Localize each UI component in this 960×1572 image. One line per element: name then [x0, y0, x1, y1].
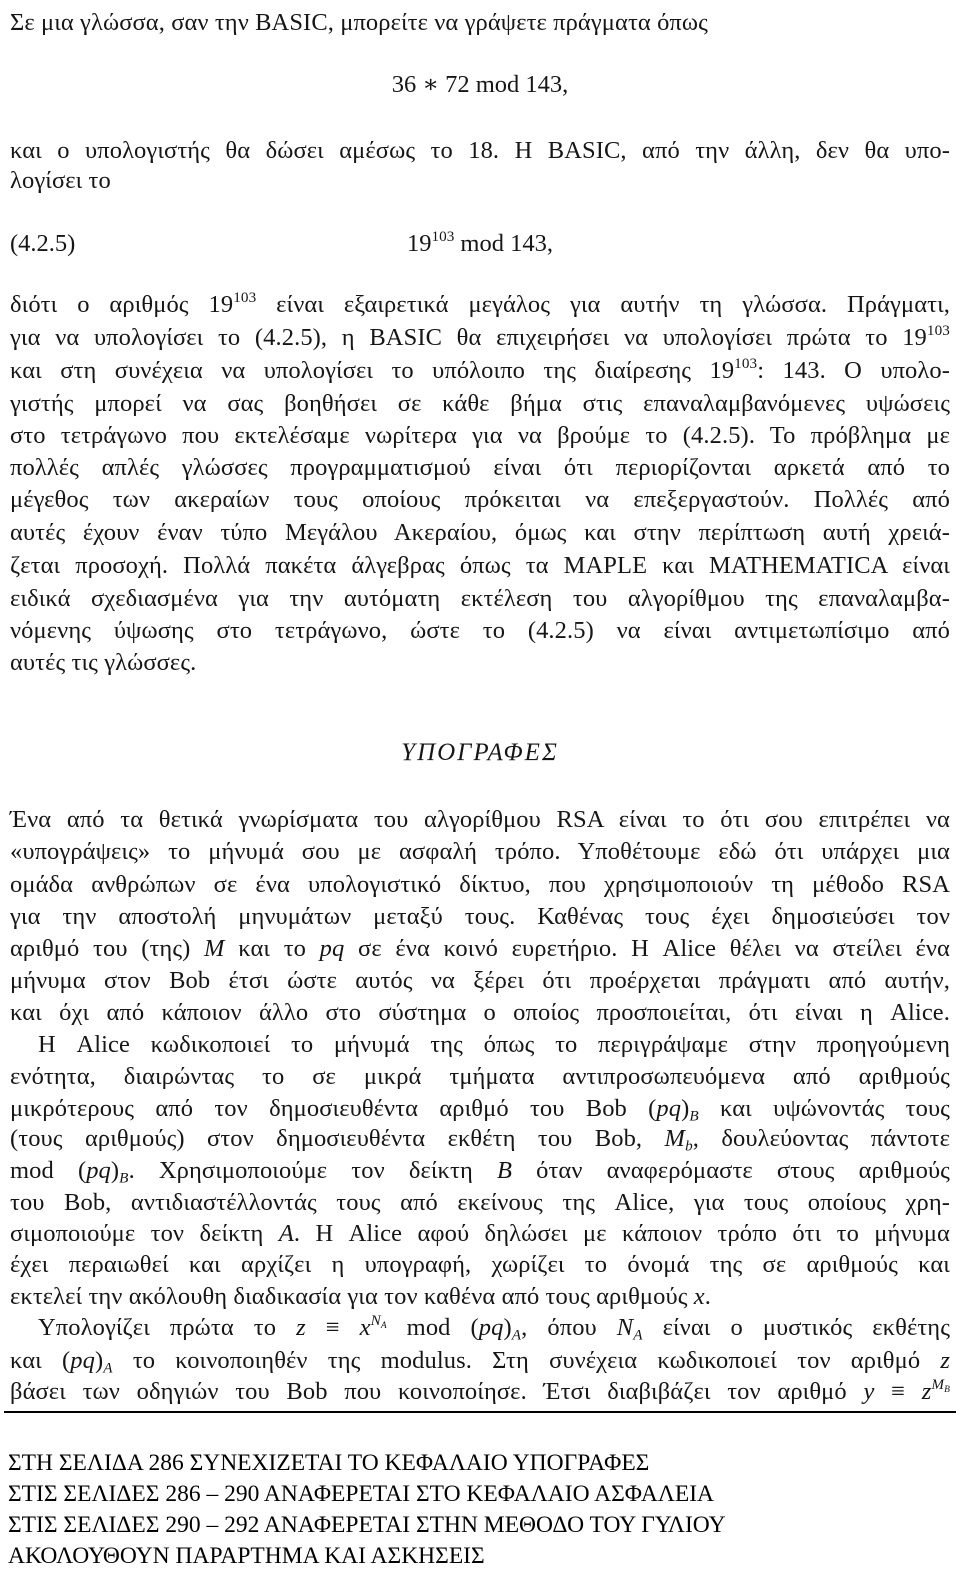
text-line: Ένα από τα θετικά γνωρίσματα του αλγορίθμου RSA είναι το ότι σου επιτρέπει να	[10, 806, 950, 833]
text-line: γιστής μπορεί να σας βοηθήσει σε κάθε βήμα στις επαναλαμβανόμενες υψώσεις	[10, 390, 950, 417]
text-line: αυτές έχουν έναν τύπο Μεγάλου Ακεραίου, όμως και στην περίπτωση αυτή χρειά-	[10, 519, 950, 546]
divider-line	[4, 1411, 956, 1413]
footer-note: ΣΤΗ ΣΕΛΙΔΑ 286 ΣΥΝΕΧΙΖΕΤΑΙ ΤΟ ΚΕΦΑΛΑΙΟ ΥΠΟΓΡΑΦΕΣ	[8, 1450, 650, 1476]
footer-note: ΑΚΟΛΟΥΘΟΥΝ ΠΑΡΑΡΤΗΜΑ ΚΑΙ ΑΣΚΗΣΕΙΣ	[8, 1543, 485, 1569]
text-line: διότι ο αριθμός $19^{103}$ είναι εξαιρετικά μεγάλος για αυτήν τη γλώσσα. Πράγματι,	[10, 289, 950, 318]
intro-line: Σε μια γλώσσα, σαν την BASIC, μπορείτε να γράψετε πράγματα όπως	[10, 9, 708, 36]
text-line: «υπογράψεις» το μήνυμά σου με ασφαλή τρόπο. Υποθέτουμε εδώ ότι υπάρχει μια	[10, 838, 950, 865]
text-line: ζεται προσοχή. Πολλά πακέτα άλγεβρας όπως τα MAPLE και MATHEMATICA είναι	[10, 552, 950, 579]
text-line: και όχι από κάποιον άλλο στο σύστημα ο οποίος προσποιείται, ότι είναι η Alice.	[10, 999, 950, 1026]
text-line: έχει περαιωθεί και αρχίζει η υπογραφή, χωρίζει το όνομά της σε αριθμούς και	[10, 1251, 950, 1278]
footer-note: ΣΤΙΣ ΣΕΛΙΔΕΣ 290 – 292 ΑΝΑΦΕΡΕΤΑΙ ΣΤΗΝ ΜΕΘΟΔΟ ΤΟΥ ΓΥΛΙΟΥ	[8, 1512, 726, 1538]
text-line: ενότητα, διαιρώντας το σε μικρά τμήματα αντιπροσωπευόμενα από αριθμούς	[10, 1063, 950, 1090]
text-line: και στη συνέχεια να υπολογίσει το υπόλοιπο της διαίρεσης $19^{103}$: 143. Ο υπολο-	[10, 355, 950, 384]
display-equation-1: 36 ∗ 72 mod 143,	[391, 71, 569, 98]
section-heading: ΥΠΟΓΡΑΦΕΣ	[401, 739, 559, 766]
text-line: Η Alice κωδικοποιεί το μήνυμά της όπως το περιγράψαμε στην προηγούμενη	[38, 1031, 950, 1058]
text-line: εκτελεί την ακόλουθη διαδικασία για τον καθένα από τους αριθμούς x.	[10, 1283, 711, 1310]
equation-number: (4.2.5)	[10, 230, 76, 257]
text-line: ομάδα ανθρώπων σε ένα υπολογιστικό δίκτυο, που χρησιμοποιούν τη μέθοδο RSA	[10, 871, 950, 898]
text-line: του Bob, αντιδιαστέλλοντάς τους από εκείνους της Alice, για τους οποίους χρη-	[10, 1189, 950, 1216]
text-line: για την αποστολή μηνυμάτων μεταξύ τους. Καθένας τους έχει δημοσιεύσει τον	[10, 903, 950, 930]
text-line: στο τετράγωνο που εκτελέσαμε νωρίτερα για να βρούμε το (4.2.5). Το πρόβλημα με	[10, 422, 950, 449]
text-line: αυτές τις γλώσσες.	[10, 649, 197, 676]
text-line: mod $(pq)_B$. Χρησιμοποιούμε τον δείκτη B όταν αναφερόμαστε στους αριθμούς	[10, 1157, 950, 1187]
text-line: μικρότερους από τον δημοσιευθέντα αριθμό του Bob $(pq)_B$ και υψώνοντάς τους	[10, 1095, 950, 1125]
text-line: για να υπολογίσει το (4.2.5), η BASIC θα επιχειρήσει να υπολογίσει πρώτα το $19^{103}$	[10, 322, 950, 351]
text-line: ειδικά σχεδιασμένα για την αυτόματη εκτέλεση του αλγορίθμου της επαναλαμβα-	[10, 585, 950, 612]
text-line: μέγεθος των ακεραίων τους οποίους πρόκειται να επεξεργαστούν. Πολλές από	[10, 486, 950, 513]
footer-note: ΣΤΙΣ ΣΕΛΙΔΕΣ 286 – 290 ΑΝΑΦΕΡΕΤΑΙ ΣΤΟ ΚΕΦΑΛΑΙΟ ΑΣΦΑΛΕΙΑ	[8, 1481, 715, 1507]
text-line: νόμενης ύψωσης στο τετράγωνο, ώστε το (4.2.5) να είναι αντιμετωπίσιμο από	[10, 617, 950, 644]
display-equation-2: $19^{103}$ mod 143,	[407, 228, 553, 257]
text-line: και ο υπολογιστής θα δώσει αμέσως το 18. Η BASIC, από την άλλη, δεν θα υπο-	[10, 137, 950, 164]
text-line: μήνυμα στον Bob έτσι ώστε αυτός να ξέρει ότι προέρχεται πράγματι από αυτήν,	[10, 967, 950, 994]
text-line: λογίσει το	[10, 167, 111, 194]
text-line: Υπολογίζει πρώτα το $z \equiv x^{N_A}$ mod $(pq)_A$, όπου $N_A$ είναι ο μυστικός εκθέτης	[38, 1312, 950, 1344]
text-line: αριθμό του (της) M και το pq σε ένα κοινό ευρετήριο. Η Alice θέλει να στείλει ένα	[10, 935, 950, 962]
text-line: (τους αριθμούς) στον δημοσιευθέντα εκθέτη του Bob, $M_b$, δουλεύοντας πάντοτε	[10, 1125, 950, 1155]
text-line: και $(pq)_A$ το κοινοποιηθέν της modulus. Στη συνέχεια κωδικοποιεί τον αριθμό z	[10, 1347, 950, 1377]
text-line: πολλές απλές γλώσσες προγραμματισμού είναι ότι περιορίζονται αρκετά από το	[10, 454, 950, 481]
text-line: βάσει των οδηγιών του Bob που κοινοποίησε. Έτσι διαβιβάζει τον αριθμό $y \equiv z^{M_B}$	[10, 1376, 950, 1405]
text-line: σιμοποιούμε τον δείκτη A. Η Alice αφού δηλώσει με κάποιον τρόπο ότι το μήνυμα	[10, 1220, 950, 1247]
